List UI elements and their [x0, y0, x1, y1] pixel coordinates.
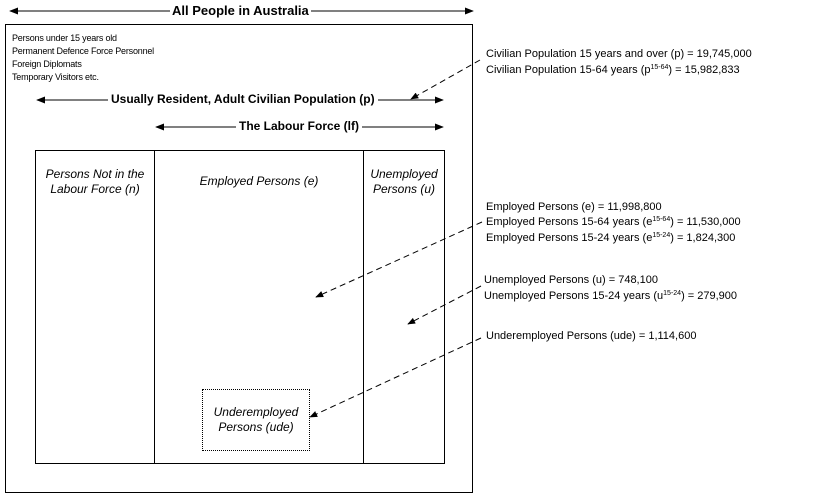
- stat-employed-15-64: Employed Persons 15-64 years $(e^{15-64}) = 11,530,000$: [486, 216, 741, 228]
- stat-civilian-15-64: Civilian Population 15-64 years $(p^{15-64}) = 15,982,833$: [486, 64, 740, 76]
- labour-force-label: The Labour Force (lf): [236, 119, 362, 133]
- stat-employed-15-24: Employed Persons 15-24 years $(e^{15-24}) = 1,824,300$: [486, 232, 736, 244]
- stat-civilian-15-over: Civilian Population 15 years and over (p) = 19,745,000: [486, 48, 752, 60]
- civilian-population-label: Usually Resident, Adult Civilian Population (p): [108, 92, 378, 106]
- column-divider-1: [154, 150, 155, 464]
- list-item: Permanent Defence Force Personnel: [12, 46, 154, 56]
- stat-unemployed-total: Unemployed Persons (u) = 748,100: [484, 274, 658, 286]
- list-item: Temporary Visitors etc.: [12, 72, 99, 82]
- underemployed-label: Underemployed Persons (ude): [213, 405, 299, 434]
- not-in-labour-force-label: Persons Not in the Labour Force (n): [45, 167, 145, 196]
- column-divider-2: [363, 150, 364, 464]
- employed-label: Employed Persons (e): [199, 174, 319, 188]
- page-title: All People in Australia: [172, 3, 309, 18]
- list-item: Foreign Diplomats: [12, 59, 82, 69]
- stat-underemployed-total: Underemployed Persons (ude) = 1,114,600: [486, 330, 697, 342]
- unemployed-label: Unemployed Persons (u): [370, 167, 438, 196]
- list-item: Persons under 15 years old: [12, 33, 117, 43]
- excluded-groups-list: [12, 32, 154, 84]
- stat-unemployed-15-24: Unemployed Persons 15-24 years $(u^{15-24}) = 279,900$: [484, 290, 738, 302]
- stat-employed-total: Employed Persons (e) = 11,998,800: [486, 201, 662, 213]
